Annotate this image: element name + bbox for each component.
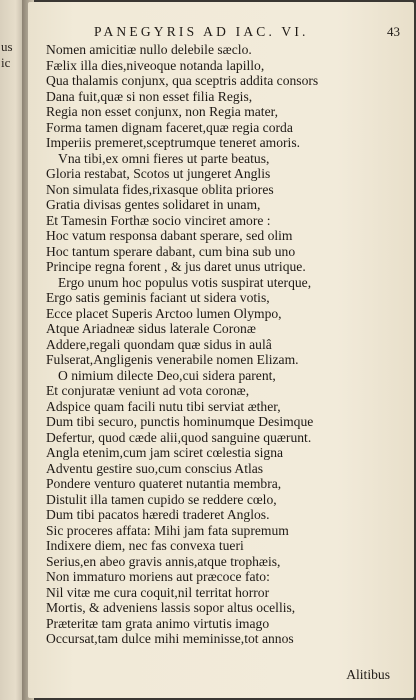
page bbox=[28, 2, 414, 698]
verse-line: Adventu gestire suo,cum conscius Atlas bbox=[46, 460, 264, 476]
verse-line: Defertur, quod cæde alii,quod sanguine quærunt. bbox=[46, 429, 312, 445]
verse-line: Regia non esset conjunx, non Regia mater, bbox=[46, 104, 279, 119]
verse-line: Non immaturo moriens aut præcoce fato: bbox=[46, 569, 270, 584]
verse-line: Distulit illa tamen cupido se reddere cœlo, bbox=[46, 491, 277, 507]
page-number: 43 bbox=[387, 24, 400, 39]
verse-line: Indixere diem, nec fas convexa tueri bbox=[46, 538, 244, 553]
verse-line: Imperiis premeret,sceptrumque teneret amoris. bbox=[46, 135, 301, 150]
verse-line: Forma tamen dignam faceret,quæ regia corda bbox=[46, 119, 293, 135]
verse-line: Qua thalamis conjunx, qua sceptris addita consors bbox=[46, 73, 319, 88]
previous-page-fragment: us bbox=[1, 39, 13, 54]
verse-line: Fælix illa dies,niveoque notanda lapillo, bbox=[46, 57, 265, 73]
verse-line: Serius,en abeo gravis annis,atque trophæis, bbox=[46, 553, 281, 569]
verse-line: Pondere venturo quateret nutantia membra, bbox=[46, 476, 282, 491]
verse-line: Dum tibi pacatos hæredi traderet Anglos. bbox=[46, 507, 270, 522]
verse-line: Ergo unum hoc populus votis suspirat uterque, bbox=[58, 274, 312, 290]
verse-line: Dana fuit,quæ si non esset filia Regis, bbox=[46, 88, 253, 104]
verse-line: Hoc vatum responsa dabant sperare, sed olim bbox=[46, 228, 293, 243]
verse-line: O nimium dilecte Deo,cui sidera parent, bbox=[58, 367, 276, 383]
verse-line: Mortis, & adveniens lassis sopor altus ocellis, bbox=[46, 600, 296, 615]
verse-line: Angla etenim,cum jam sciret cœlestia signa bbox=[46, 445, 284, 460]
verse-line: Non simulata fides,rixasque oblita priores bbox=[46, 181, 274, 197]
verse-line: Fulserat,Angligenis venerabile nomen Elizam. bbox=[46, 352, 299, 367]
verse-line: Addere,regali quondam quæ sidus in aulâ bbox=[46, 336, 272, 352]
catchword: Alitibus bbox=[346, 667, 390, 682]
verse-line: Gloria restabat, Scotos ut jungeret Anglis bbox=[46, 166, 271, 181]
verse-line: Dum tibi securo, punctis hominumque Desimque bbox=[46, 414, 314, 429]
verse-line: Ergo satis geminis faciant ut sidera votis, bbox=[46, 290, 270, 305]
verse-line: Nomen amicitiæ nullo delebile sæclo. bbox=[46, 42, 252, 57]
verse-line: Et conjuratæ veniunt ad vota coronæ, bbox=[46, 383, 250, 398]
verse-line: Adspice quam facili nutu tibi serviat æther, bbox=[46, 398, 281, 414]
verse-line: Principe regna forent , & jus daret unus utrique. bbox=[46, 259, 306, 274]
verse-line: Occursat,tam dulce mihi meminisse,tot annos bbox=[46, 631, 294, 646]
verse-line: Et Tamesin Forthæ socio vinciret amore : bbox=[46, 212, 271, 228]
verse-line: Nil vitæ me cura coquit,nil territat horror bbox=[46, 584, 270, 600]
verse-line: Ecce placet Superis Arctoo lumen Olympo, bbox=[46, 305, 282, 321]
verse-line: Atque Ariadneæ sidus laterale Coronæ bbox=[46, 321, 256, 336]
running-title: PANEGYRIS AD IAC. VI. bbox=[94, 24, 309, 39]
verse-line: Gratia divisas gentes solidaret in unam, bbox=[46, 197, 261, 212]
verse-line: Hoc tantum sperare dabant, cum bina sub uno bbox=[46, 243, 296, 259]
poem-text bbox=[46, 42, 398, 647]
verse-line: Vna tibi,ex omni fieres ut parte beatus, bbox=[58, 150, 270, 166]
running-head bbox=[28, 24, 414, 42]
verse-line: Præteritæ tam grata animo virtutis imago bbox=[46, 615, 270, 631]
verse-line: Sic proceres affata: Mihi jam fata supremum bbox=[46, 522, 289, 538]
previous-page-fragment: ic bbox=[1, 55, 11, 70]
